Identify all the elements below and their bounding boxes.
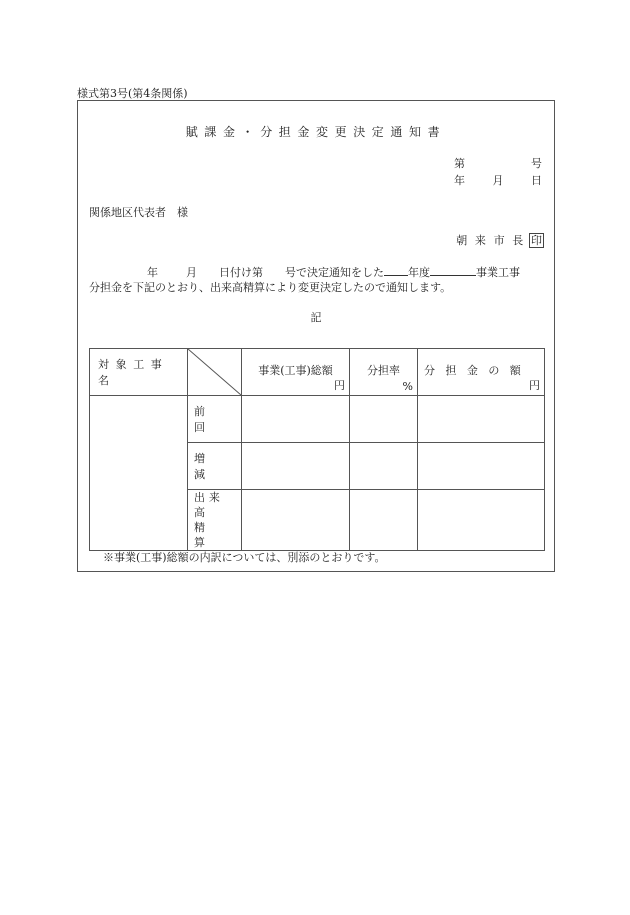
body-line-2: 分担金を下記のとおり、出来高精算により変更決定したので通知します。 <box>89 281 452 294</box>
body-month: 月 <box>186 266 197 279</box>
body-number-part: 号で決定通知をした <box>285 266 384 279</box>
date-day: 日 <box>531 174 542 187</box>
issuer-title: 朝来市長 <box>456 234 531 247</box>
total-value <box>242 443 350 490</box>
row-label-settlement: 出来高 精算 <box>188 490 242 551</box>
amount-value <box>418 490 545 551</box>
rate-value <box>350 396 418 443</box>
fiscal-year-blank <box>384 264 408 276</box>
diagonal-line <box>188 349 241 395</box>
project-name-blank <box>430 264 476 276</box>
form-label: 様式第3号(第4条関係) <box>77 87 188 100</box>
amount-value <box>418 443 545 490</box>
issuer <box>456 232 544 248</box>
diagonal-cell <box>188 349 242 396</box>
notice-body <box>89 264 544 295</box>
header-rate: 分担率 <box>367 364 400 377</box>
project-name-value <box>90 396 188 551</box>
amount-value <box>418 396 545 443</box>
header-total-unit: 円 <box>334 379 345 392</box>
rate-value <box>350 490 418 551</box>
notice-frame <box>77 100 555 572</box>
document-number-line <box>454 155 542 171</box>
header-amount-unit: 円 <box>529 379 540 392</box>
header-rate-unit: % <box>402 380 413 393</box>
header-project-name: 対象工事名 <box>90 349 188 396</box>
allotment-table <box>89 348 545 551</box>
date-month: 月 <box>492 174 504 187</box>
total-value <box>242 396 350 443</box>
table-row <box>90 396 545 443</box>
date-year: 年 <box>454 174 465 187</box>
seal-stamp: 印 <box>531 233 542 247</box>
row-label-change: 増減 <box>188 443 242 490</box>
document-title: 賦課金・分担金変更決定通知書 <box>185 125 447 139</box>
footnote: ※事業(工事)総額の内訳については、別添のとおりです。 <box>103 551 386 564</box>
header-total-cell <box>242 349 350 396</box>
header-rate-cell <box>350 349 418 396</box>
body-fiscal-year: 年度 <box>408 266 430 279</box>
table-header-row <box>90 349 545 396</box>
addressee: 関係地区代表者 様 <box>89 206 188 219</box>
body-year: 年 <box>147 266 158 279</box>
number-prefix: 第 <box>454 157 465 170</box>
body-line-1 <box>89 264 544 280</box>
body-project: 事業工事 <box>476 266 520 279</box>
ki-heading: 記 <box>310 311 322 324</box>
header-amount: 分担金の額 <box>424 364 532 377</box>
body-day-part: 日付け第 <box>219 266 263 279</box>
total-value <box>242 490 350 551</box>
number-suffix: 号 <box>531 157 542 170</box>
header-amount-cell <box>418 349 545 396</box>
row-label-previous: 前回 <box>188 396 242 443</box>
document-date-line <box>454 172 542 188</box>
header-total: 事業(工事)総額 <box>258 364 333 377</box>
rate-value <box>350 443 418 490</box>
